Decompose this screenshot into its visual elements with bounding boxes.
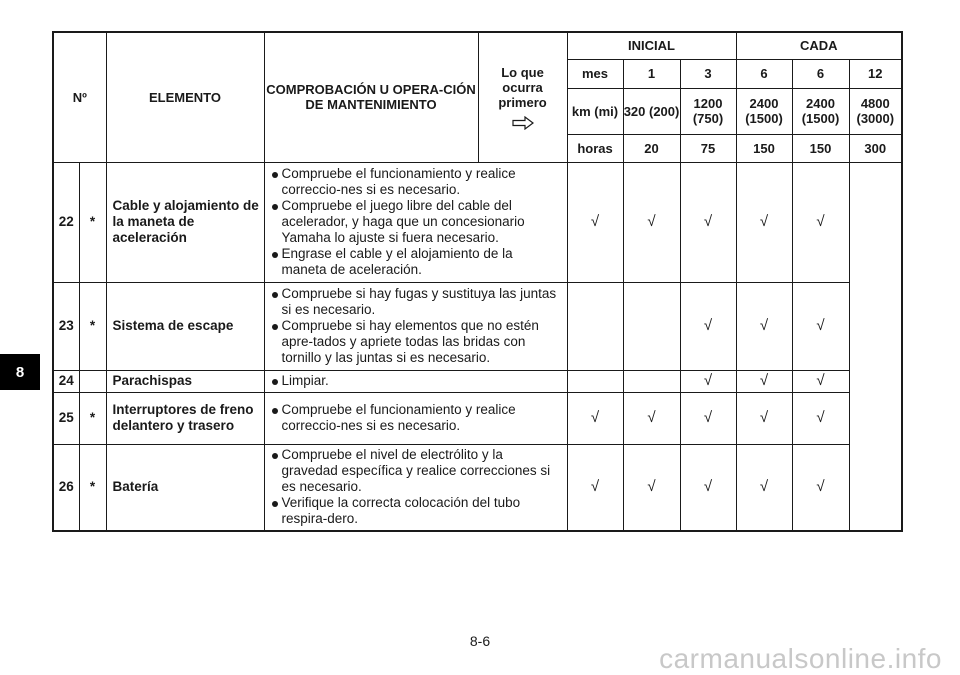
- dealer-mark: *: [79, 282, 106, 370]
- interval-value: 150: [792, 134, 849, 162]
- table-row: [53, 444, 902, 531]
- item-number: 22: [53, 162, 79, 282]
- check-mark: √: [623, 392, 680, 444]
- item-check: [264, 370, 567, 392]
- dealer-mark: *: [79, 444, 106, 531]
- section-tab: 8: [0, 354, 40, 390]
- item-element: Sistema de escape: [106, 282, 264, 370]
- watermark: carmanualsonline.info: [659, 643, 942, 674]
- header-first: [478, 32, 567, 162]
- check-mark: √: [680, 162, 736, 282]
- header-check: COMPROBACIÓN U OPERA-CIÓN DE MANTENIMIENTO: [264, 32, 478, 162]
- item-element: Cable y alojamiento de la maneta de aceleración: [106, 162, 264, 282]
- header-initial: INICIAL: [567, 32, 736, 59]
- interval-value: 4800 (3000): [849, 88, 902, 134]
- check-item: Compruebe el nivel de electrólito y la gravedad específica y realice correcciones si es necesario.: [271, 447, 559, 495]
- item-number: 25: [53, 392, 79, 444]
- check-mark: √: [680, 444, 736, 531]
- interval-value: 1: [623, 59, 680, 88]
- arrow-right-icon: [512, 116, 534, 130]
- interval-value: 150: [736, 134, 792, 162]
- interval-label: horas: [567, 134, 623, 162]
- header-no: Nº: [53, 32, 106, 162]
- empty-cell: [623, 282, 680, 370]
- interval-label: mes: [567, 59, 623, 88]
- interval-value: 2400 (1500): [736, 88, 792, 134]
- item-check: [264, 282, 567, 370]
- check-mark: √: [736, 444, 792, 531]
- table-row: [53, 392, 902, 444]
- interval-value: 6: [792, 59, 849, 88]
- empty-cell: [567, 370, 623, 392]
- check-item: Compruebe el funcionamiento y realice correccio-nes si es necesario.: [271, 402, 559, 434]
- item-check: [264, 392, 567, 444]
- check-item: Compruebe si hay fugas y sustituya las juntas si es necesario.: [271, 286, 559, 318]
- header-first-label: Lo que ocurra primero: [498, 64, 547, 110]
- check-mark: √: [623, 444, 680, 531]
- table-row: [53, 162, 902, 282]
- check-mark: √: [736, 282, 792, 370]
- check-mark: √: [680, 392, 736, 444]
- item-number: 23: [53, 282, 79, 370]
- check-mark: √: [792, 370, 849, 392]
- dealer-mark: *: [79, 392, 106, 444]
- interval-label: km (mi): [567, 88, 623, 134]
- item-element: Interruptores de freno delantero y trasero: [106, 392, 264, 444]
- check-mark: √: [567, 444, 623, 531]
- item-check: [264, 162, 567, 282]
- item-element: Batería: [106, 444, 264, 531]
- interval-value: 3: [680, 59, 736, 88]
- interval-value: 300: [849, 134, 902, 162]
- table-row: [53, 370, 902, 392]
- check-mark: √: [792, 282, 849, 370]
- dealer-mark: *: [79, 162, 106, 282]
- dealer-mark: [79, 370, 106, 392]
- check-mark: √: [736, 162, 792, 282]
- check-item: Compruebe si hay elementos que no estén apre-tados y apriete todas las bridas con tornillo y las juntas si es necesario.: [271, 318, 559, 366]
- check-item: Compruebe el funcionamiento y realice correccio-nes si es necesario.: [271, 166, 559, 198]
- check-mark: √: [680, 370, 736, 392]
- interval-value: 6: [736, 59, 792, 88]
- interval-value: 1200 (750): [680, 88, 736, 134]
- item-check: [264, 444, 567, 531]
- check-mark: √: [680, 282, 736, 370]
- empty-cell: [567, 282, 623, 370]
- page-number: 8-6: [469, 633, 491, 649]
- item-number: 24: [53, 370, 79, 392]
- interval-value: 20: [623, 134, 680, 162]
- header-every: CADA: [736, 32, 902, 59]
- check-item: Compruebe el juego libre del cable del acelerador, y haga que un concesionario Yamaha lo ajuste si fuera necesario.: [271, 198, 559, 246]
- table-row: [53, 282, 902, 370]
- empty-cell: [623, 370, 680, 392]
- check-item: Engrase el cable y el alojamiento de la maneta de aceleración.: [271, 246, 559, 278]
- check-mark: √: [736, 392, 792, 444]
- check-mark: √: [623, 162, 680, 282]
- maintenance-table: [52, 31, 903, 532]
- interval-value: 12: [849, 59, 902, 88]
- interval-value: 75: [680, 134, 736, 162]
- check-mark: √: [567, 162, 623, 282]
- check-mark: √: [736, 370, 792, 392]
- item-number: 26: [53, 444, 79, 531]
- check-item: Limpiar.: [271, 373, 559, 389]
- check-item: Verifique la correcta colocación del tubo respira-dero.: [271, 495, 559, 527]
- interval-value: 320 (200): [623, 88, 680, 134]
- check-mark: √: [792, 162, 849, 282]
- check-mark: √: [792, 392, 849, 444]
- item-element: Parachispas: [106, 370, 264, 392]
- check-mark: √: [792, 444, 849, 531]
- check-mark: √: [567, 392, 623, 444]
- interval-value: 2400 (1500): [792, 88, 849, 134]
- header-element: ELEMENTO: [106, 32, 264, 162]
